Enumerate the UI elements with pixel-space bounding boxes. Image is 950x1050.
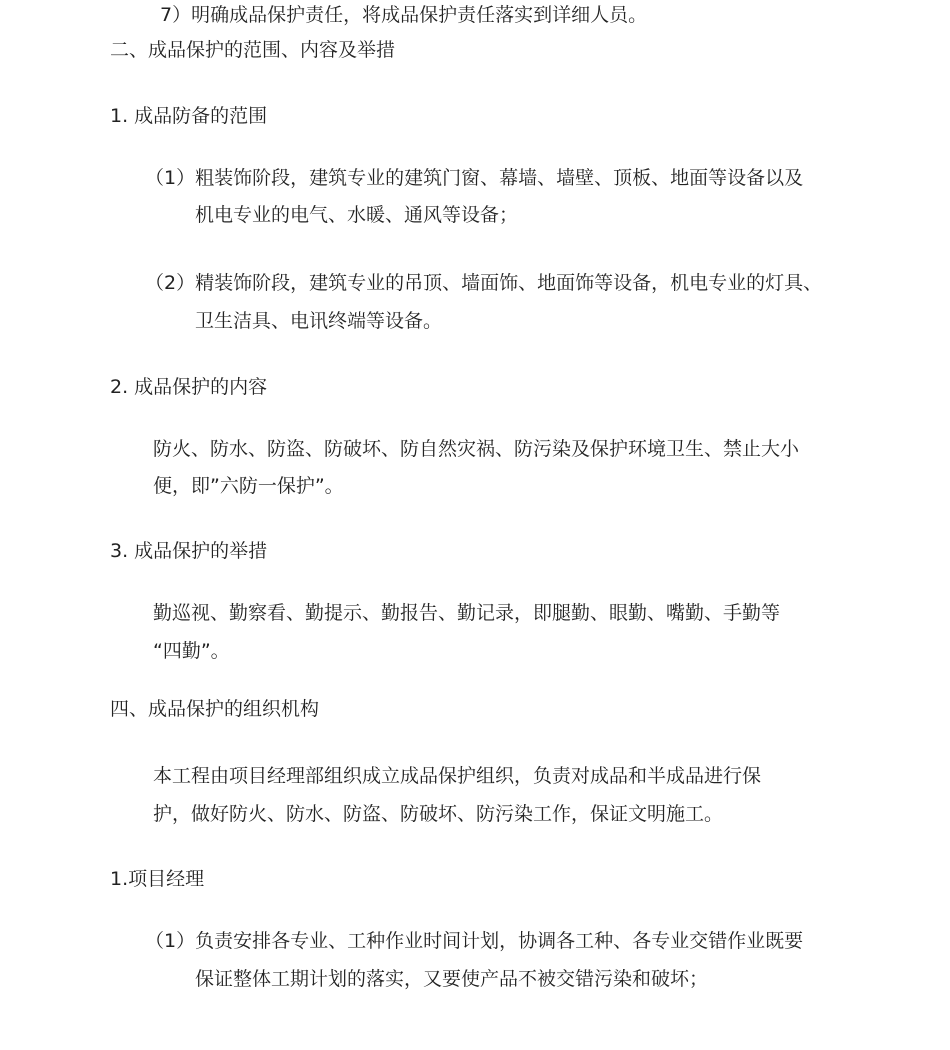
s1-item1-line1: （1）粗装饰阶段，建筑专业的建筑门窗、幕墙、墙壁、顶板、地面等设备以及	[145, 167, 804, 189]
section-2-title: 二、成品保护的范围、内容及举措	[110, 39, 396, 61]
s4-para-line2: 护，做好防火、防水、防盗、防破坏、防污染工作，保证文明施工。	[153, 803, 724, 825]
subsection-1-title: 1. 成品防备的范围	[110, 105, 268, 127]
s3-para-line2: “四勤”。	[153, 640, 230, 662]
pm-item1-line1: （1）负责安排各专业、工种作业时间计划，协调各工种、各专业交错作业既要	[145, 930, 804, 952]
s3-para-line1: 勤巡视、勤察看、勤提示、勤报告、勤记录，即腿勤、眼勤、嘴勤、手勤等	[153, 602, 781, 624]
s1-item1-line2: 机电专业的电气、水暖、通风等设备；	[195, 204, 519, 226]
s4-para-line1: 本工程由项目经理部组织成立成品保护组织，负责对成品和半成品进行保	[153, 765, 762, 787]
subsection-3-title: 3. 成品保护的举措	[110, 540, 268, 562]
subsection-2-title: 2. 成品保护的内容	[110, 376, 268, 398]
s1-item2-line2: 卫生洁具、电讯终端等设备。	[195, 310, 443, 332]
s2-para-line2: 便，即”六防一保护”。	[153, 475, 344, 497]
project-manager-title: 1.项目经理	[110, 868, 205, 890]
prev-list-item-7: 7）明确成品保护责任，将成品保护责任落实到详细人员。	[160, 4, 648, 26]
s1-item2-line1: （2）精装饰阶段，建筑专业的吊顶、墙面饰、地面饰等设备，机电专业的灯具、	[145, 272, 823, 294]
pm-item1-line2: 保证整体工期计划的落实，又要使产品不被交错污染和破坏；	[195, 968, 709, 990]
section-4-title: 四、成品保护的组织机构	[110, 698, 320, 720]
s2-para-line1: 防火、防水、防盗、防破坏、防自然灾祸、防污染及保护环境卫生、禁止大小	[153, 438, 800, 460]
